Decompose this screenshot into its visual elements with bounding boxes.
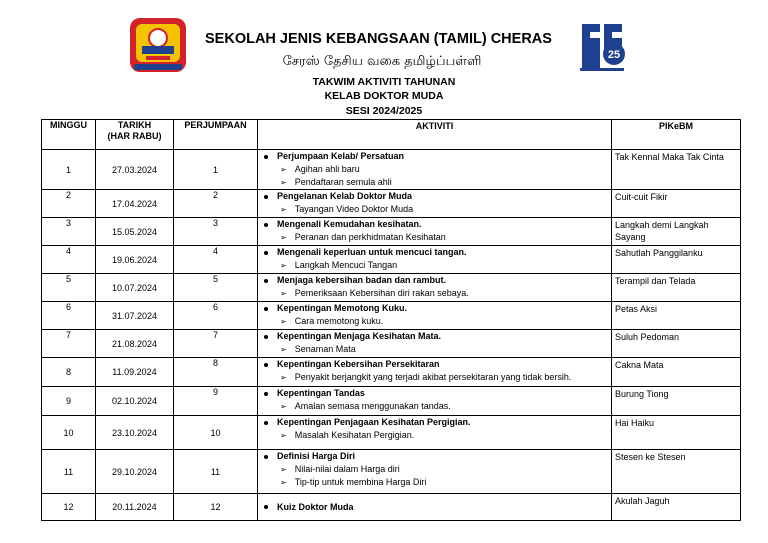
activity-main (262, 246, 611, 259)
activity-sub-text: Langkah Mencuci Tangan (294, 260, 398, 270)
table-row (42, 274, 741, 302)
cell-minggu: 2 (42, 190, 96, 218)
bullet-dot-icon (264, 155, 268, 159)
arrowhead-bullet-icon: ➢ (280, 289, 287, 298)
arrowhead-bullet-icon: ➢ (280, 402, 287, 411)
cell-perjumpaan: 3 (174, 218, 258, 246)
school-name-tamil: சேரஸ் தேசிய வகை தமிழ்ப்பள்ளி (282, 54, 482, 69)
activity-main (262, 387, 611, 400)
cell-tarikh: 29.10.2024 (96, 450, 174, 494)
cell-pikebm: Cakna Mata (612, 358, 741, 387)
cell-minggu: 10 (42, 416, 96, 450)
cell-aktiviti (258, 218, 612, 246)
arrowhead-bullet-icon: ➢ (280, 317, 287, 326)
table-row (42, 302, 741, 330)
table-row (42, 330, 741, 358)
activity-main (262, 274, 611, 287)
cell-aktiviti (258, 387, 612, 416)
table-row (42, 358, 741, 387)
activity-main (262, 218, 611, 231)
cell-perjumpaan: 6 (174, 302, 258, 330)
arrowhead-bullet-icon: ➢ (280, 261, 287, 270)
bullet-dot-icon (264, 421, 268, 425)
cell-pikebm: Langkah demi Langkah Sayang (612, 218, 741, 246)
table-row (42, 416, 741, 450)
activity-sub-item (262, 315, 611, 328)
cell-perjumpaan: 12 (174, 494, 258, 521)
activity-main (262, 501, 611, 514)
cell-perjumpaan: 9 (174, 387, 258, 416)
cell-perjumpaan: 4 (174, 246, 258, 274)
activity-sub-text: Cara memotong kuku. (294, 316, 384, 326)
activity-sub-item (262, 163, 611, 176)
activity-sub-text: Masalah Kesihatan Pergigian. (294, 430, 415, 440)
cell-aktiviti (258, 358, 612, 387)
cell-tarikh: 11.09.2024 (96, 358, 174, 387)
header-pikebm: PIKeBM (612, 120, 741, 150)
activity-main-text: Kuiz Doktor Muda (277, 501, 354, 512)
cell-pikebm: Cuit-cuit Fikir (612, 190, 741, 218)
bullet-dot-icon (264, 335, 268, 339)
cell-aktiviti (258, 274, 612, 302)
activity-sub-text: Tayangan Video Doktor Muda (294, 204, 414, 214)
cell-minggu: 6 (42, 302, 96, 330)
activity-sub-text: Pemeriksaan Kebersihan diri rakan sebaya. (294, 288, 469, 298)
activity-sub-item (262, 203, 611, 216)
table-row (42, 246, 741, 274)
cell-aktiviti (258, 150, 612, 190)
cell-tarikh: 10.07.2024 (96, 274, 174, 302)
activity-main-text: Mengenali Kemudahan kesihatan. (277, 219, 422, 229)
header-minggu: MINGGU (42, 120, 96, 150)
cell-pikebm: Akulah Jaguh (612, 494, 741, 521)
cell-minggu: 1 (42, 150, 96, 190)
cell-aktiviti (258, 494, 612, 521)
bullet-dot-icon (264, 505, 268, 509)
arrowhead-bullet-icon: ➢ (280, 345, 287, 354)
document-title: TAKWIM AKTIVITI TAHUNAN (312, 76, 456, 88)
cell-tarikh: 02.10.2024 (96, 387, 174, 416)
arrowhead-bullet-icon: ➢ (280, 205, 287, 214)
activity-main (262, 358, 611, 371)
activity-sub-text: Penyakit berjangkit yang terjadi akibat persekitaran yang tidak bersih. (294, 372, 572, 382)
activity-sub-text: Amalan semasa menggunakan tandas. (294, 401, 451, 411)
cell-minggu: 8 (42, 358, 96, 387)
logo-number: 25 (607, 49, 621, 61)
document-header (0, 0, 768, 120)
cell-minggu: 9 (42, 387, 96, 416)
bullet-dot-icon (264, 195, 268, 199)
arrowhead-bullet-icon: ➢ (280, 178, 287, 187)
activity-sub-text: Senaman Mata (294, 344, 356, 354)
cell-tarikh: 19.06.2024 (96, 246, 174, 274)
activity-main (262, 416, 611, 429)
cell-minggu: 11 (42, 450, 96, 494)
activity-sub-text: Nilai-nilai dalam Harga diri (294, 464, 400, 474)
cell-tarikh: 23.10.2024 (96, 416, 174, 450)
activity-main (262, 150, 611, 163)
cell-perjumpaan: 10 (174, 416, 258, 450)
cell-pikebm: Sahutlah Panggilanku (612, 246, 741, 274)
table-row (42, 494, 741, 521)
session-label: SESI 2024/2025 (345, 105, 423, 117)
arrowhead-bullet-icon: ➢ (280, 465, 287, 474)
bullet-dot-icon (264, 392, 268, 396)
cell-aktiviti (258, 450, 612, 494)
cell-tarikh: 27.03.2024 (96, 150, 174, 190)
cell-aktiviti (258, 330, 612, 358)
arrowhead-bullet-icon: ➢ (280, 431, 287, 440)
cell-pikebm: Burung Tiong (612, 387, 741, 416)
document-subtitle: KELAB DOKTOR MUDA (324, 90, 444, 102)
activity-main-text: Kepentingan Memotong Kuku. (277, 303, 407, 313)
cell-minggu: 7 (42, 330, 96, 358)
cell-minggu: 4 (42, 246, 96, 274)
activity-main-text: Kepentingan Penjagaan Kesihatan Pergigian. (277, 417, 471, 427)
cell-minggu: 12 (42, 494, 96, 521)
cell-minggu: 5 (42, 274, 96, 302)
activity-sub-item (262, 371, 611, 384)
activity-main-text: Mengenali keperluan untuk mencuci tangan. (277, 247, 467, 257)
cell-perjumpaan: 1 (174, 150, 258, 190)
activity-main-text: Kepentingan Kebersihan Persekitaran (277, 359, 440, 369)
activity-main-text: Definisi Harga Diri (277, 451, 356, 461)
cell-aktiviti (258, 416, 612, 450)
activity-sub-item (262, 287, 611, 300)
activity-sub-item (262, 343, 611, 356)
cell-tarikh: 17.04.2024 (96, 190, 174, 218)
cell-tarikh: 31.07.2024 (96, 302, 174, 330)
table-row (42, 450, 741, 494)
activity-main-text: Perjumpaan Kelab/ Persatuan (277, 151, 405, 161)
activity-main-text: Kepentingan Tandas (277, 388, 365, 398)
header-tarikh-label: TARIKH (117, 120, 152, 130)
activity-main (262, 330, 611, 343)
activity-sub-item (262, 400, 611, 413)
header-tarikh (96, 120, 174, 150)
cell-pikebm: Suluh Pedoman (612, 330, 741, 358)
arrowhead-bullet-icon: ➢ (280, 165, 287, 174)
bullet-dot-icon (264, 279, 268, 283)
arrowhead-bullet-icon: ➢ (280, 478, 287, 487)
activity-sub-text: Peranan dan perkhidmatan Kesihatan (294, 232, 446, 242)
activity-main (262, 190, 611, 203)
bullet-dot-icon (264, 251, 268, 255)
arrowhead-bullet-icon: ➢ (280, 373, 287, 382)
cell-perjumpaan: 11 (174, 450, 258, 494)
cell-aktiviti (258, 190, 612, 218)
activity-main-text: Pengelanan Kelab Doktor Muda (277, 191, 413, 201)
cell-perjumpaan: 5 (174, 274, 258, 302)
cell-pikebm: Stesen ke Stesen (612, 450, 741, 494)
table-header-row (42, 120, 741, 150)
activity-main-text: Kepentingan Menjaga Kesihatan Mata. (277, 331, 442, 341)
activity-sub-item (262, 476, 611, 489)
activity-table (41, 119, 741, 521)
cell-perjumpaan: 7 (174, 330, 258, 358)
cell-pikebm: Terampil dan Telada (612, 274, 741, 302)
cell-pikebm: Petas Aksi (612, 302, 741, 330)
cell-pikebm: Hai Haiku (612, 416, 741, 450)
cell-minggu: 3 (42, 218, 96, 246)
activity-sub-text: Agihan ahli baru (294, 164, 360, 174)
bullet-dot-icon (264, 223, 268, 227)
activity-sub-item (262, 176, 611, 189)
header-tarikh-sub: (HAR RABU) (107, 131, 162, 141)
header-perjumpaan: PERJUMPAAN (174, 120, 258, 150)
activity-main (262, 302, 611, 315)
cell-aktiviti (258, 302, 612, 330)
activity-sub-item (262, 259, 611, 272)
table-row (42, 218, 741, 246)
activity-main-text: Menjaga kebersihan badan dan rambut. (277, 275, 447, 285)
activity-sub-text: Pendaftaran semula ahli (294, 177, 392, 187)
cell-tarikh: 20.11.2024 (96, 494, 174, 521)
bullet-dot-icon (264, 455, 268, 459)
cell-perjumpaan: 8 (174, 358, 258, 387)
table-row (42, 150, 741, 190)
activity-sub-item (262, 463, 611, 476)
activity-sub-item (262, 429, 611, 442)
cell-pikebm: Tak Kennal Maka Tak Cinta (612, 150, 741, 190)
kpm-25-logo-icon (574, 18, 630, 74)
activity-sub-text: Tip-tip untuk membina Harga Diri (294, 477, 427, 487)
cell-aktiviti (258, 246, 612, 274)
arrowhead-bullet-icon: ➢ (280, 233, 287, 242)
table-row (42, 190, 741, 218)
activity-main (262, 450, 611, 463)
activity-sub-item (262, 231, 611, 244)
school-name: SEKOLAH JENIS KEBANGSAAN (TAMIL) CHERAS (205, 31, 552, 47)
cell-tarikh: 21.08.2024 (96, 330, 174, 358)
header-aktiviti: AKTIVITI (258, 120, 612, 150)
school-crest-icon (124, 14, 192, 76)
cell-perjumpaan: 2 (174, 190, 258, 218)
cell-tarikh: 15.05.2024 (96, 218, 174, 246)
bullet-dot-icon (264, 363, 268, 367)
bullet-dot-icon (264, 307, 268, 311)
table-row (42, 387, 741, 416)
